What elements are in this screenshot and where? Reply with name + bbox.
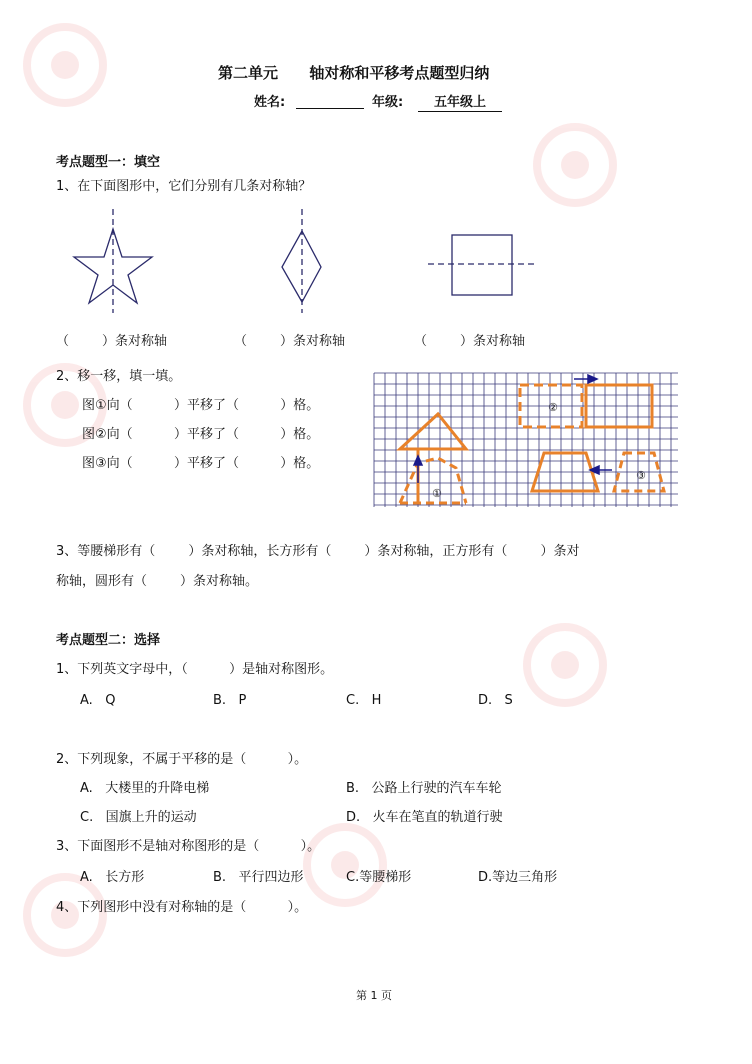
section1-heading: 考点题型一：填空 bbox=[56, 155, 161, 170]
s2-q3-option-a[interactable]: A. 长方形 bbox=[80, 870, 145, 885]
s2-q2-option-b[interactable]: B. 公路上行驶的汽车车轮 bbox=[346, 781, 502, 796]
page-title: 第二单元 轴对称和平移考点题型归纳 bbox=[218, 64, 490, 82]
q3-line-2[interactable]: 称轴，圆形有（ ）条对称轴。 bbox=[56, 574, 259, 589]
s2-q3-option-c[interactable]: C.等腰梯形 bbox=[346, 870, 412, 885]
s2-q1-option-d[interactable]: D. S bbox=[478, 693, 513, 708]
rectangle-figure bbox=[420, 225, 550, 305]
s2-q2-option-a[interactable]: A. 大楼里的升降电梯 bbox=[80, 781, 210, 796]
s2-q3-option-d[interactable]: D.等边三角形 bbox=[478, 870, 558, 885]
s2-q1-option-a[interactable]: A. Q bbox=[80, 693, 116, 708]
s2-q1-option-b[interactable]: B. P bbox=[213, 693, 247, 708]
q2-line-1[interactable]: 图①向（ ）平移了（ ）格。 bbox=[82, 398, 320, 413]
rectangle-shape bbox=[452, 235, 512, 295]
s2-q3-option-b[interactable]: B. 平行四边形 bbox=[213, 870, 304, 885]
marker-2: ② bbox=[548, 401, 558, 414]
s2-q2-option-d[interactable]: D. 火车在笔直的轨道行驶 bbox=[346, 810, 503, 825]
q2-line-2[interactable]: 图②向（ ）平移了（ ）格。 bbox=[82, 427, 320, 442]
grade-label: 年级: bbox=[372, 95, 404, 110]
grade-value-text: 五年级上 bbox=[433, 95, 486, 110]
arrow-right-icon bbox=[574, 375, 597, 383]
name-label: 姓名: bbox=[254, 95, 286, 110]
q1-answer-3[interactable]: （ ）条对称轴 bbox=[414, 334, 526, 349]
s2-q1-option-c[interactable]: C. H bbox=[346, 693, 382, 708]
q2-text: 2、移一移，填一填。 bbox=[56, 369, 182, 384]
star-figure bbox=[60, 205, 170, 315]
q1-text: 1、在下面图形中，它们分别有几条对称轴？ bbox=[56, 179, 312, 194]
s2-q2-option-c[interactable]: C. 国旗上升的运动 bbox=[80, 810, 197, 825]
s2-q3-text: 3、下面图形不是轴对称图形的是（ ）。 bbox=[56, 839, 321, 854]
name-blank[interactable] bbox=[296, 108, 364, 109]
marker-1: ① bbox=[432, 487, 442, 500]
q2-line-3[interactable]: 图③向（ ）平移了（ ）格。 bbox=[82, 456, 320, 471]
s2-q2-text: 2、下列现象，不属于平移的是（ ）。 bbox=[56, 752, 308, 767]
rhombus-figure bbox=[270, 205, 340, 315]
grade-value bbox=[418, 96, 502, 112]
arrow-up-icon bbox=[414, 456, 422, 483]
q1-answer-1[interactable]: （ ）条对称轴 bbox=[56, 334, 168, 349]
s2-q1-text: 1、下列英文字母中，（ ）是轴对称图形。 bbox=[56, 662, 334, 677]
marker-3: ③ bbox=[636, 469, 646, 482]
grid-lines bbox=[374, 373, 678, 507]
translation-grid bbox=[374, 373, 678, 507]
q1-answer-2[interactable]: （ ）条对称轴 bbox=[234, 334, 346, 349]
section2-heading: 考点题型二：选择 bbox=[56, 633, 161, 648]
s2-q4-text: 4、下列图形中没有对称轴的是（ ）。 bbox=[56, 900, 308, 915]
page-number: 第 1 页 bbox=[356, 989, 392, 1002]
q3-line-1[interactable]: 3、等腰梯形有（ ）条对称轴，长方形有（ ）条对称轴，正方形有（ ）条对 bbox=[56, 544, 580, 559]
